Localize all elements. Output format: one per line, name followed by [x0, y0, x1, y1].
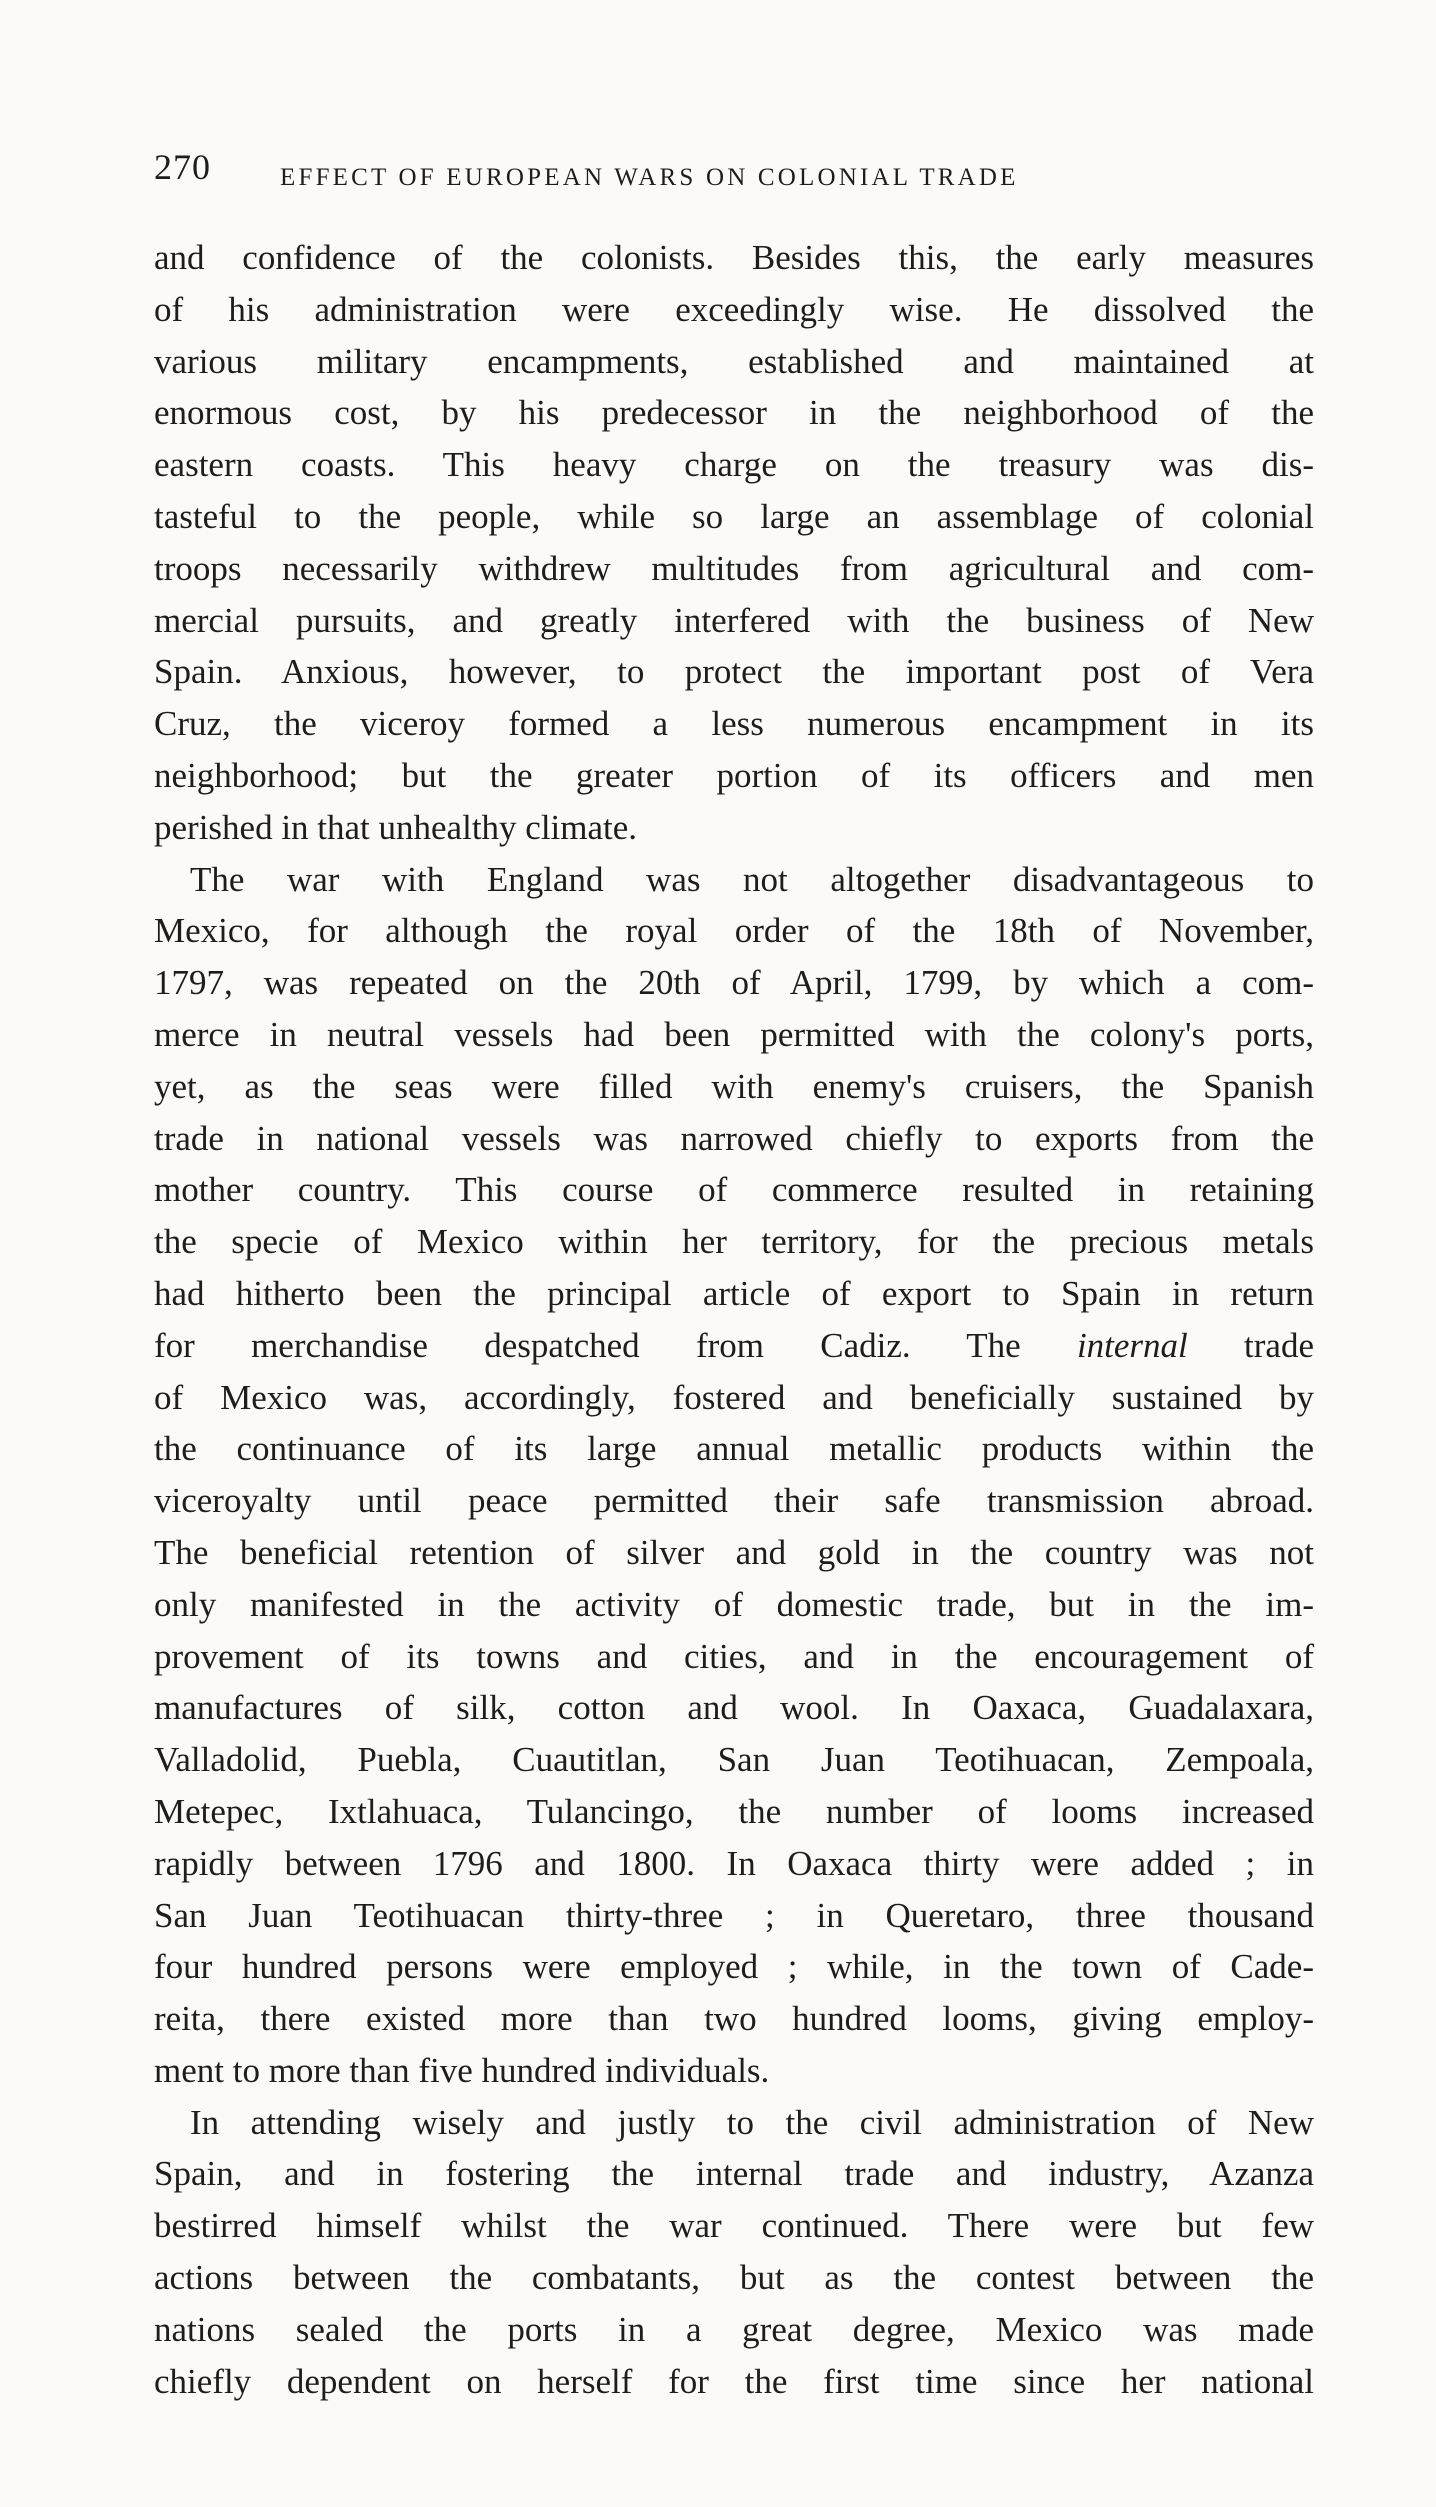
text-line: various military encampments, established and maintained at	[154, 341, 1314, 381]
paragraph-last-line: ment to more than five hundred individuals.	[154, 2050, 770, 2090]
text-line: nations sealed the ports in a great degree, Mexico was made	[154, 2309, 1314, 2349]
text-line: trade in national vessels was narrowed chiefly to exports from the	[154, 1118, 1314, 1158]
text-line: manufactures of silk, cotton and wool. In Oaxaca, Guadalaxara,	[154, 1688, 1314, 1728]
text-line: yet, as the seas were filled with enemy's cruisers, the Spanish	[154, 1066, 1314, 1106]
text-line: had hitherto been the principal article of export to Spain in return	[154, 1273, 1314, 1313]
paragraph-first-line: In attending wisely and justly to the civil administration of New	[190, 2102, 1314, 2142]
text-line-with-italic	[154, 1320, 1314, 1372]
text-line: Spain. Anxious, however, to protect the important post of Vera	[154, 652, 1314, 692]
text-line: four hundred persons were employed ; while, in the town of Cade-	[154, 1947, 1314, 1987]
text-line: Valladolid, Puebla, Cuautitlan, San Juan Teotihuacan, Zempoala,	[154, 1740, 1314, 1780]
running-head: EFFECT OF EUROPEAN WARS ON COLONIAL TRADE	[280, 164, 1019, 191]
text-line: bestirred himself whilst the war continued. There were but few	[154, 2206, 1314, 2246]
page-header	[154, 146, 1290, 206]
text-line: chiefly dependent on herself for the first time since her national	[154, 2361, 1314, 2401]
text-line: Cruz, the viceroy formed a less numerous encampment in its	[154, 704, 1314, 744]
text-line: merce in neutral vessels had been permitted with the colony's ports,	[154, 1014, 1314, 1054]
text-segment: for merchandise despatched from Cadiz. The	[154, 1325, 1077, 1365]
text-line: San Juan Teotihuacan thirty-three ; in Queretaro, three thousand	[154, 1895, 1314, 1935]
text-line: neighborhood; but the greater portion of its officers and men	[154, 755, 1314, 795]
text-line: only manifested in the activity of domestic trade, but in the im-	[154, 1584, 1314, 1624]
text-line: enormous cost, by his predecessor in the neighborhood of the	[154, 393, 1314, 433]
paragraph-last-line: perished in that unhealthy climate.	[154, 807, 638, 847]
page-number: 270	[154, 147, 211, 187]
text-line: of Mexico was, accordingly, fostered and beneficially sustained by	[154, 1377, 1314, 1417]
text-line: viceroyalty until peace permitted their safe transmission abroad.	[154, 1481, 1314, 1521]
text-line: mercial pursuits, and greatly interfered with the business of New	[154, 600, 1314, 640]
text-line: Mexico, for although the royal order of the 18th of November,	[154, 911, 1314, 951]
text-line: and confidence of the colonists. Besides this, the early measures	[154, 238, 1314, 277]
text-line: the specie of Mexico within her territory, for the precious metals	[154, 1222, 1314, 1262]
text-line: reita, there existed more than two hundred looms, giving employ-	[154, 1999, 1314, 2039]
text-line: troops necessarily withdrew multitudes from agricultural and com-	[154, 548, 1314, 588]
text-line: of his administration were exceedingly wise. He dissolved the	[154, 289, 1314, 329]
text-line: actions between the combatants, but as the contest between the	[154, 2258, 1314, 2298]
italic-word: internal	[1076, 1325, 1188, 1365]
text-line: 1797, was repeated on the 20th of April, 1799, by which a com-	[154, 963, 1314, 1003]
text-line: rapidly between 1796 and 1800. In Oaxaca thirty were added ; in	[154, 1843, 1314, 1883]
text-line: the continuance of its large annual metallic products within the	[154, 1429, 1314, 1469]
text-line: mother country. This course of commerce resulted in retaining	[154, 1170, 1314, 1210]
text-line: provement of its towns and cities, and in the encouragement of	[154, 1636, 1314, 1676]
body-text	[154, 232, 1314, 2407]
paragraph-first-line: The war with England was not altogether disadvantageous to	[190, 859, 1314, 899]
text-line: Metepec, Ixtlahuaca, Tulancingo, the number of looms increased	[154, 1791, 1314, 1831]
text-line: eastern coasts. This heavy charge on the treasury was dis-	[154, 445, 1314, 485]
text-segment: trade	[1187, 1325, 1314, 1365]
text-line: The beneficial retention of silver and gold in the country was not	[154, 1532, 1314, 1572]
text-line: tasteful to the people, while so large an assemblage of colonial	[154, 496, 1314, 536]
text-line: Spain, and in fostering the internal trade and industry, Azanza	[154, 2154, 1314, 2194]
